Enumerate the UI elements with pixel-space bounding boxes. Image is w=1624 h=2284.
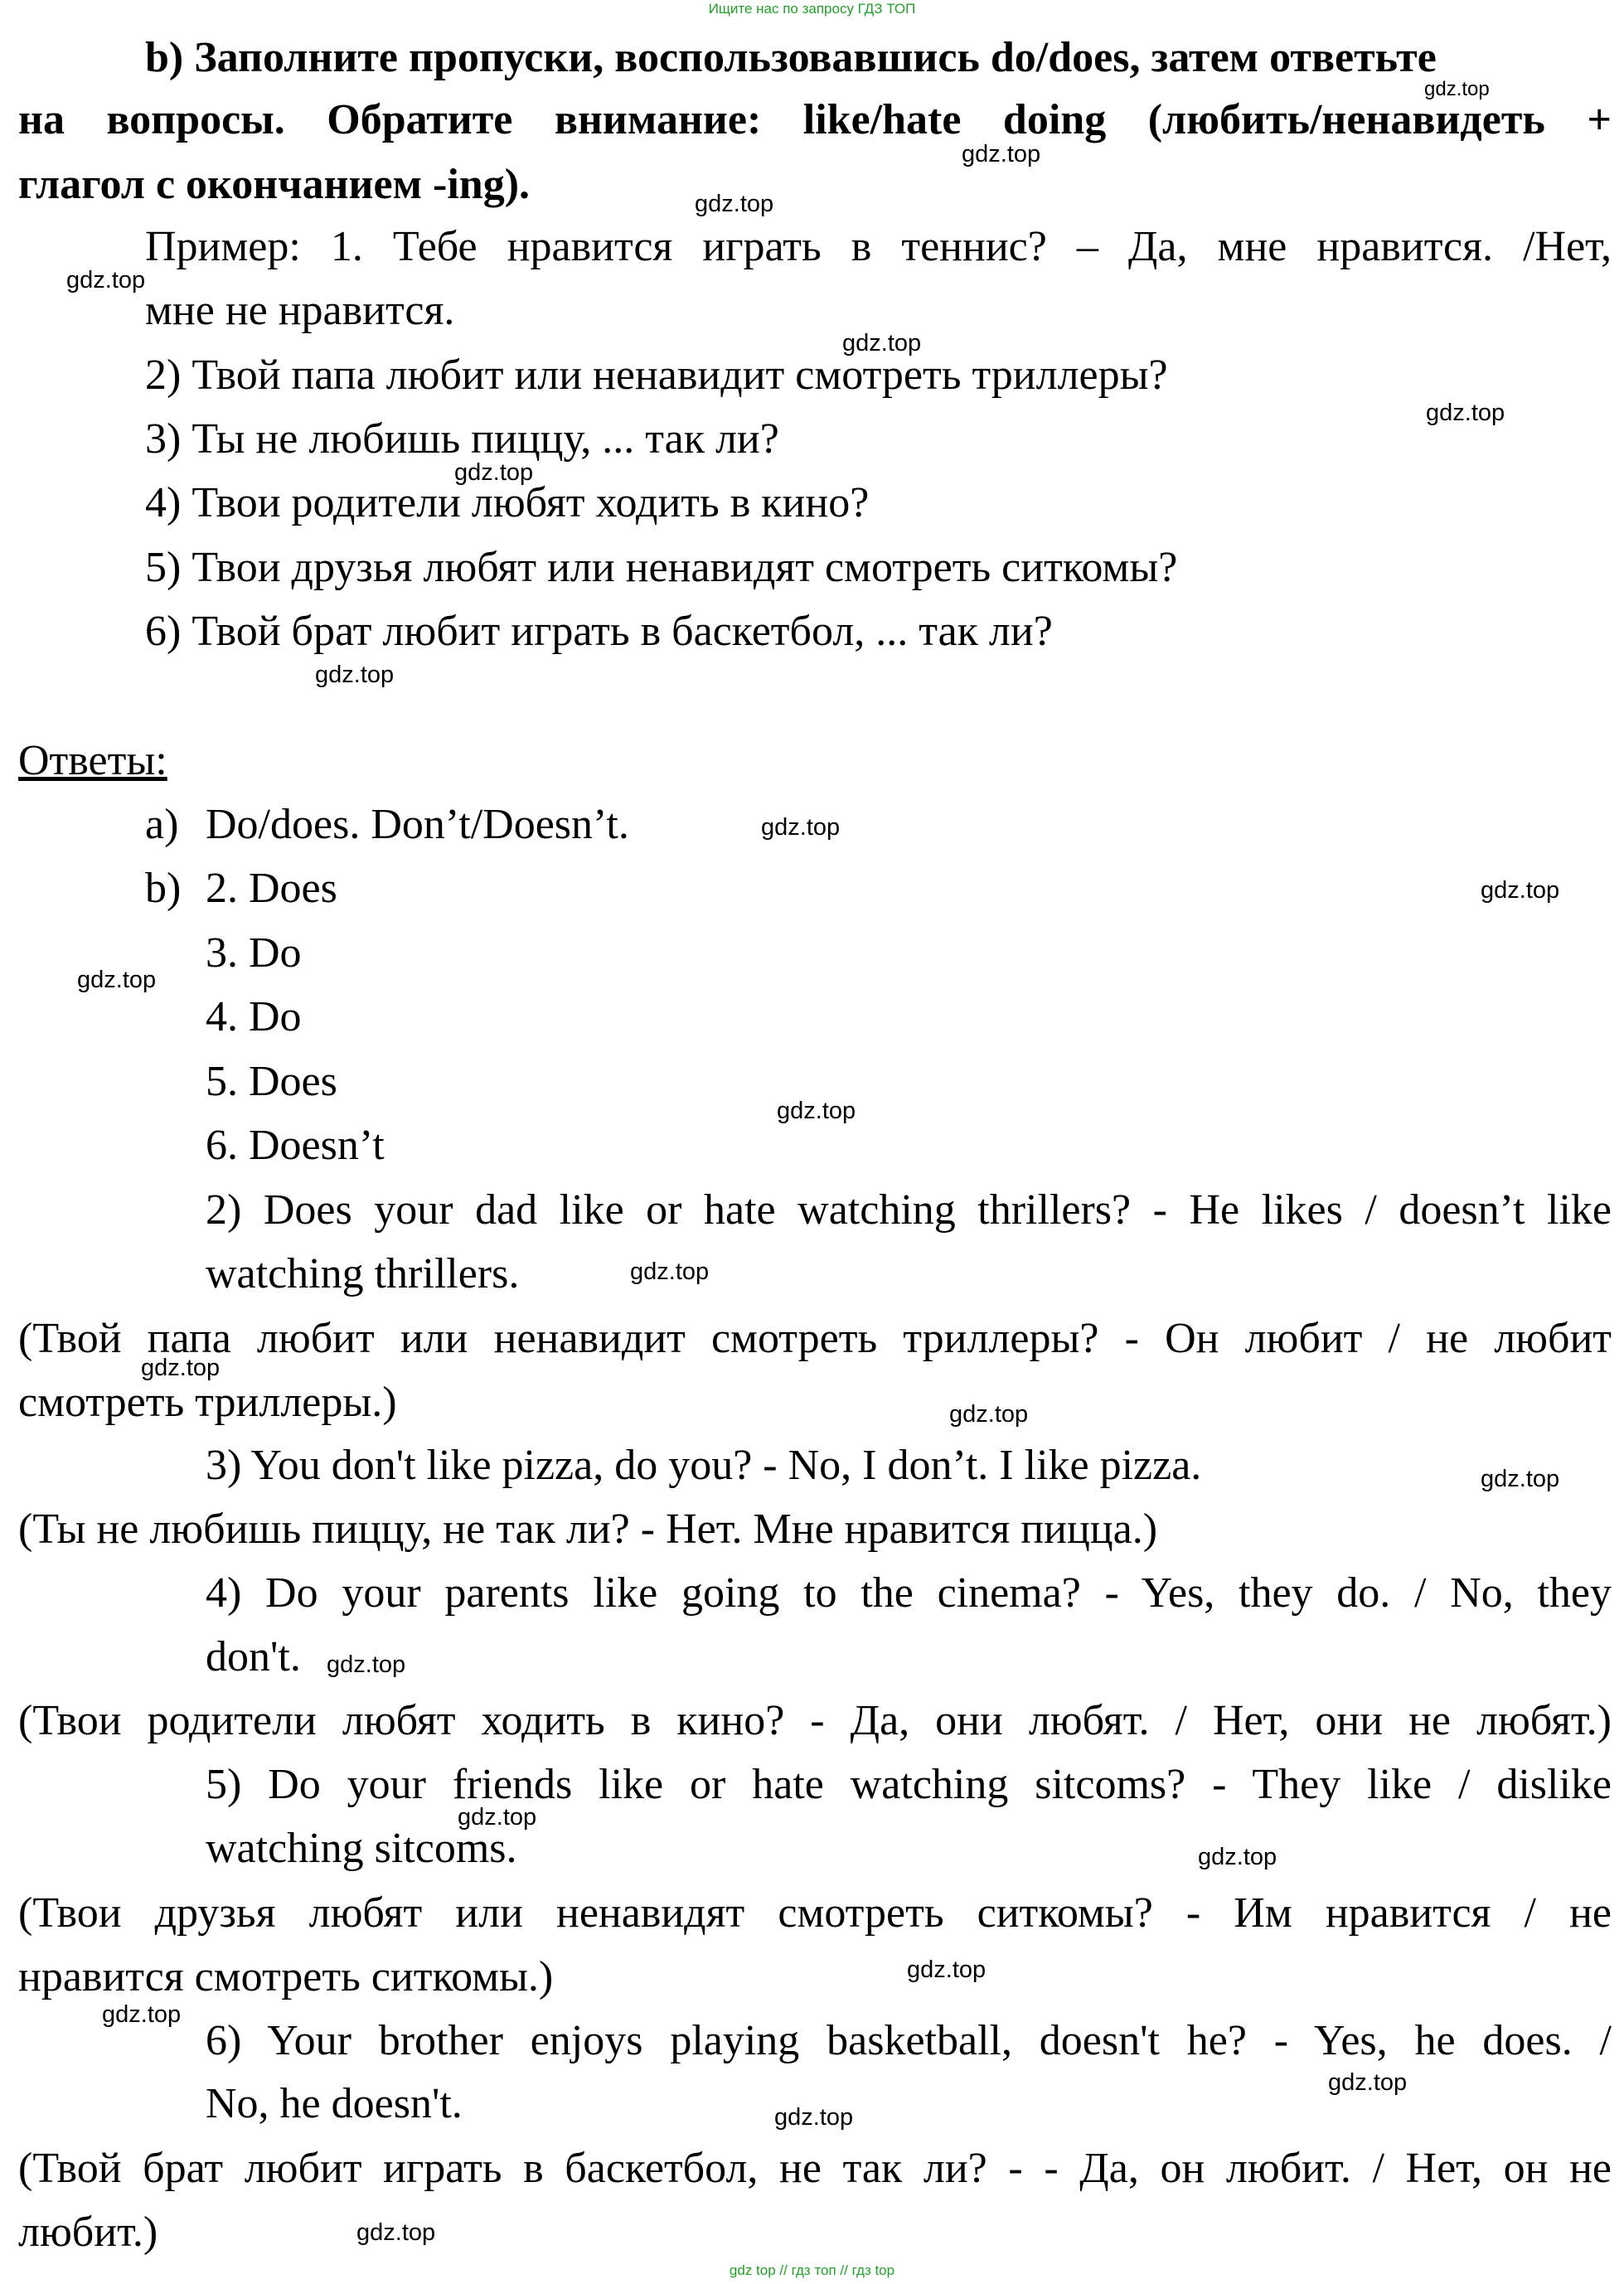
task-item-5: 5) Твои друзья любят или ненавидят смотреть ситкомы? [145, 544, 1178, 591]
full-answer-2-ru-line-1: (Твой папа любит или ненавидит смотреть триллеры? - Он любит / не любит [18, 1315, 1612, 1362]
full-answer-2-ru-line-2: смотреть триллеры.) [18, 1379, 397, 1426]
answer-b-label: b) [145, 865, 182, 912]
watermark: gdz.top [141, 1355, 221, 1381]
answer-a-label: a) [145, 801, 179, 848]
watermark: gdz.top [1424, 78, 1490, 100]
task-item-6: 6) Твой брат любит играть в баскетбол, ... так ли? [145, 608, 1053, 655]
full-answer-3-ru-line-1: (Ты не любишь пиццу, не так ли? - Нет. Мне нравится пицца.) [18, 1506, 1158, 1553]
task-item-2: 2) Твой папа любит или ненавидит смотреть триллеры? [145, 352, 1168, 399]
full-answer-6-ru-line-1: (Твой брат любит играть в баскетбол, не так ли? - - Да, он любит. / Нет, он не [18, 2145, 1612, 2192]
watermark: gdz.top [458, 1804, 537, 1831]
task-item-3: 3) Ты не любишь пиццу, ... так ли? [145, 415, 779, 463]
answer-b-item: 6. Doesn’t [206, 1122, 385, 1169]
watermark: gdz.top [1328, 2069, 1408, 2096]
full-answer-5-en-line-1: 5) Do your friends like or hate watching sitcoms? - They like / dislike [206, 1761, 1612, 1808]
task-heading-line-1: b) Заполните пропуски, воспользовавшись do/does, затем ответьте [145, 34, 1437, 81]
watermark: gdz.top [1198, 1844, 1277, 1870]
watermark: gdz.top [454, 459, 534, 486]
watermark: gdz.top [907, 1957, 987, 1983]
watermark: gdz.top [66, 267, 146, 293]
watermark: gdz.top [962, 141, 1041, 167]
full-answer-2-en-line-2: watching thrillers. [206, 1250, 520, 1297]
watermark: gdz.top [761, 814, 841, 841]
task-item-4: 4) Твои родители любят ходить в кино? [145, 479, 870, 526]
example-line-1: Пример: 1. Тебе нравится играть в теннис? – Да, мне нравится. /Нет, [145, 223, 1612, 270]
example-line-2: мне не нравится. [145, 287, 455, 334]
watermark: gdz.top [774, 2104, 854, 2131]
watermark: gdz.top [630, 1258, 710, 1285]
full-answer-4-ru-line-1: (Твои родители любят ходить в кино? - Да, они любят. / Нет, они не любят.) [18, 1697, 1612, 1744]
watermark: gdz.top [356, 2219, 436, 2246]
task-heading-line-3: глагол с окончанием -ing). [18, 161, 531, 208]
answer-b-item: 4. Do [206, 993, 302, 1040]
full-answer-3-en-line-1: 3) You don't like pizza, do you? - No, I don’t. I like pizza. [206, 1442, 1202, 1489]
watermark: gdz.top [1481, 877, 1560, 904]
bottom-site-link[interactable]: gdz top // гдз топ // гдз top [729, 2262, 895, 2278]
answer-a-text: Do/does. Don’t/Doesn’t. [206, 801, 629, 848]
answer-b-item: 2. Does [206, 865, 337, 912]
top-search-link[interactable]: Ищите нас по запросу ГДЗ ТОП [708, 1, 916, 17]
answer-b-item: 3. Do [206, 929, 302, 977]
watermark: gdz.top [777, 1098, 856, 1124]
task-heading-line-2: на вопросы. Обратите внимание: like/hate doing (любить/ненавидеть + [18, 96, 1612, 143]
full-answer-6-en-line-2: No, he doesn't. [206, 2080, 463, 2127]
full-answer-6-en-line-1: 6) Your brother enjoys playing basketball, doesn't he? - Yes, he does. / [206, 2017, 1612, 2064]
full-answer-5-ru-line-2: нравится смотреть ситкомы.) [18, 1953, 554, 2000]
answer-b-item: 5. Does [206, 1058, 337, 1105]
full-answer-2-en-line-1: 2) Does your dad like or hate watching thrillers? - He likes / doesn’t like [206, 1186, 1612, 1234]
watermark: gdz.top [315, 662, 395, 688]
full-answer-5-ru-line-1: (Твои друзья любят или ненавидят смотреть ситкомы? - Им нравится / не [18, 1889, 1612, 1937]
full-answer-4-en-line-1: 4) Do your parents like going to the cinema? - Yes, they do. / No, they [206, 1569, 1612, 1617]
watermark: gdz.top [842, 330, 922, 356]
watermark: gdz.top [949, 1401, 1029, 1428]
full-answer-4-en-line-2: don't. [206, 1633, 301, 1680]
watermark: gdz.top [695, 191, 774, 217]
full-answer-5-en-line-2: watching sitcoms. [206, 1825, 517, 1872]
answers-heading: Ответы: [18, 737, 167, 784]
watermark: gdz.top [327, 1651, 406, 1678]
watermark: gdz.top [77, 967, 157, 993]
full-answer-6-ru-line-2: любит.) [18, 2209, 158, 2256]
watermark: gdz.top [1481, 1466, 1560, 1492]
watermark: gdz.top [102, 2001, 182, 2028]
watermark: gdz.top [1426, 400, 1505, 426]
